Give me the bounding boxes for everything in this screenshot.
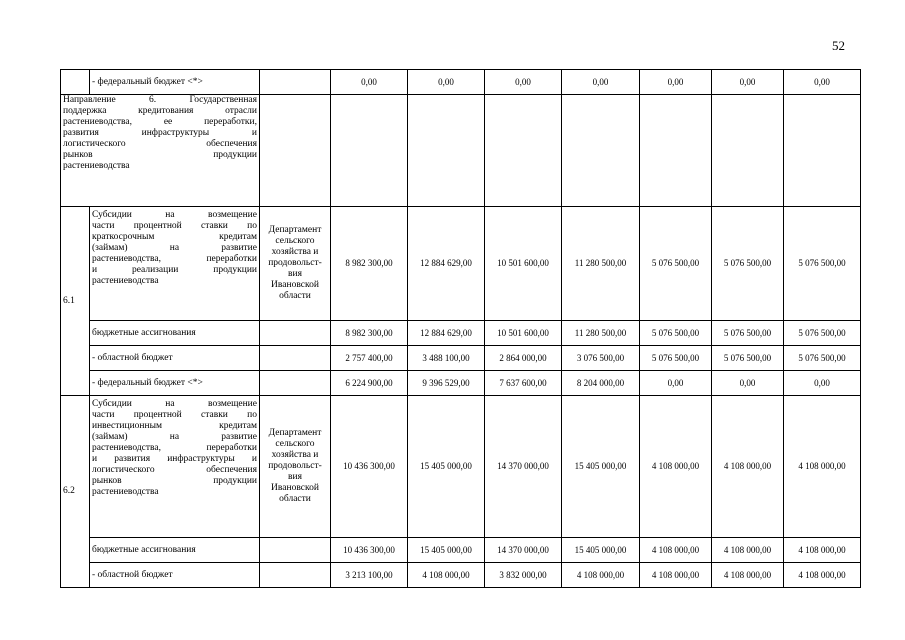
value-cell: 5 076 500,00: [640, 346, 712, 371]
value-cell: [784, 95, 861, 207]
value-cell: 7 637 600,00: [485, 371, 562, 396]
direction-heading: Направление 6. Государственная поддержка кредитования отрасли растениеводства, ее переработки, развития инфраструктуры и логистического обеспечения рынков продукции растениеводства: [61, 95, 260, 207]
value-cell: 0,00: [712, 70, 784, 95]
value-cell: [331, 95, 408, 207]
value-cell: 0,00: [640, 70, 712, 95]
value-cell: 5 076 500,00: [784, 321, 861, 346]
budget-table: [60, 69, 861, 588]
executor-cell: [260, 95, 331, 207]
value-cell: 14 370 000,00: [485, 538, 562, 563]
row-label: - федеральный бюджет <*>: [90, 70, 260, 95]
row-number-cell: 6.1: [61, 207, 90, 396]
value-cell: 10 501 600,00: [485, 207, 562, 321]
value-cell: 0,00: [784, 70, 861, 95]
executor-cell: [260, 371, 331, 396]
value-cell: 10 436 300,00: [331, 538, 408, 563]
value-cell: 0,00: [640, 371, 712, 396]
value-cell: 4 108 000,00: [408, 563, 485, 588]
measure-description: Субсидии на возмещение части процентной ставки по краткосрочным кредитам (займам) на развитие растениеводства, переработки и реализации продукции растениеводства: [90, 207, 260, 321]
value-cell: 12 884 629,00: [408, 321, 485, 346]
value-cell: 12 884 629,00: [408, 207, 485, 321]
value-cell: [408, 95, 485, 207]
value-cell: [640, 95, 712, 207]
value-cell: 4 108 000,00: [784, 538, 861, 563]
value-cell: 4 108 000,00: [562, 563, 640, 588]
row-number-cell: 6.2: [61, 396, 90, 588]
value-cell: 11 280 500,00: [562, 207, 640, 321]
value-cell: 14 370 000,00: [485, 396, 562, 538]
value-cell: 4 108 000,00: [640, 396, 712, 538]
value-cell: 4 108 000,00: [640, 563, 712, 588]
value-cell: 15 405 000,00: [408, 538, 485, 563]
value-cell: [712, 95, 784, 207]
value-cell: 5 076 500,00: [712, 346, 784, 371]
value-cell: 2 864 000,00: [485, 346, 562, 371]
value-cell: 10 436 300,00: [331, 396, 408, 538]
value-cell: 0,00: [784, 371, 861, 396]
value-cell: 8 204 000,00: [562, 371, 640, 396]
value-cell: 2 757 400,00: [331, 346, 408, 371]
value-cell: 5 076 500,00: [712, 207, 784, 321]
value-cell: 5 076 500,00: [640, 321, 712, 346]
value-cell: 9 396 529,00: [408, 371, 485, 396]
executor-cell: [260, 321, 331, 346]
value-cell: [485, 95, 562, 207]
row-number-cell: [61, 70, 90, 95]
value-cell: 0,00: [408, 70, 485, 95]
value-cell: 4 108 000,00: [784, 563, 861, 588]
value-cell: 0,00: [712, 371, 784, 396]
table-row: [61, 563, 861, 588]
value-cell: 3 488 100,00: [408, 346, 485, 371]
value-cell: 5 076 500,00: [784, 207, 861, 321]
value-cell: 11 280 500,00: [562, 321, 640, 346]
row-label: - областной бюджет: [90, 563, 260, 588]
value-cell: 4 108 000,00: [784, 396, 861, 538]
value-cell: 3 213 100,00: [331, 563, 408, 588]
value-cell: 5 076 500,00: [784, 346, 861, 371]
value-cell: 0,00: [331, 70, 408, 95]
value-cell: 0,00: [485, 70, 562, 95]
value-cell: 4 108 000,00: [712, 396, 784, 538]
executor-cell: [260, 538, 331, 563]
value-cell: 4 108 000,00: [712, 563, 784, 588]
value-cell: 5 076 500,00: [640, 207, 712, 321]
row-label: бюджетные ассигнования: [90, 538, 260, 563]
value-cell: 15 405 000,00: [562, 538, 640, 563]
table-row: [61, 321, 861, 346]
table-row: [61, 396, 861, 538]
value-cell: 10 501 600,00: [485, 321, 562, 346]
value-cell: 5 076 500,00: [712, 321, 784, 346]
value-cell: 4 108 000,00: [640, 538, 712, 563]
value-cell: 15 405 000,00: [408, 396, 485, 538]
value-cell: 8 982 300,00: [331, 207, 408, 321]
page-number: 52: [832, 38, 845, 53]
value-cell: 8 982 300,00: [331, 321, 408, 346]
row-label: бюджетные ассигнования: [90, 321, 260, 346]
executor-cell: [260, 563, 331, 588]
value-cell: 15 405 000,00: [562, 396, 640, 538]
value-cell: 3 076 500,00: [562, 346, 640, 371]
row-label: - федеральный бюджет <*>: [90, 371, 260, 396]
value-cell: [562, 95, 640, 207]
table-row: [61, 70, 861, 95]
measure-description: Субсидии на возмещение части процентной ставки по инвестиционным кредитам (займам) на развитие растениеводства, переработки и развития инфраструктуры и логистического обеспечения рынков продукции растениеводства: [90, 396, 260, 538]
executor-cell: Департамент сельского хозяйства и продовольст- вия Ивановской области: [260, 207, 331, 321]
table-row: [61, 538, 861, 563]
row-label: - областной бюджет: [90, 346, 260, 371]
value-cell: 4 108 000,00: [712, 538, 784, 563]
executor-cell: [260, 346, 331, 371]
table-row: [61, 346, 861, 371]
value-cell: 6 224 900,00: [331, 371, 408, 396]
value-cell: 3 832 000,00: [485, 563, 562, 588]
table-row: [61, 371, 861, 396]
value-cell: 0,00: [562, 70, 640, 95]
executor-cell: [260, 70, 331, 95]
executor-cell: Департамент сельского хозяйства и продовольст- вия Ивановской области: [260, 396, 331, 538]
table-row: [61, 207, 861, 321]
table-row: [61, 95, 861, 207]
